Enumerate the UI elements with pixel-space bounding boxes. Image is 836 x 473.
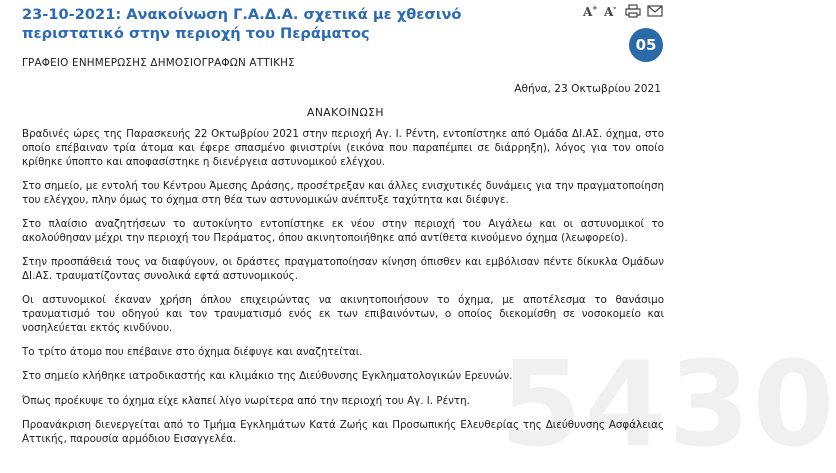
issuing-office: ΓΡΑΦΕΙΟ ΕΝΗΜΕΡΩΣΗΣ ΔΗΜΟΣΙΟΓΡΑΦΩΝ ΑΤΤΙΚΗΣ (22, 57, 295, 69)
paragraph: Στο σημείο, με εντολή του Κέντρου Άμεσης Δράσης, προσέτρεξαν και άλλες ενισχυτικές δυνάμεις για την πραγματοποίηση του ελέγχου, πλην όμως το όχημα στη θέα των αστυνομικών ανέπτυξε ταχύτητα και διέφυγε. (22, 179, 664, 206)
paragraph: Οι αστυνομικοί έκαναν χρήση όπλου επιχειρώντας να ακινητοποιήσουν το όχημα, με αποτέλεσμα το θανάσιμο τραυματισμό του οδηγού και τον τραυματισμό ενός εκ των επιβαινόντων, ο οποίος διεκομίσθη σε νοσοκομείο και νοσηλεύεται εκτός κινδύνου. (22, 294, 664, 334)
press-release-date: Αθήνα, 23 Οκτωβρίου 2021 (514, 83, 661, 95)
svg-text:-: - (613, 3, 617, 12)
background-watermark: 5430 (500, 335, 836, 473)
issue-number-badge: 05 (629, 28, 663, 62)
print-icon[interactable] (625, 4, 641, 18)
paragraph: Όπως προέκυψε το όχημα είχε κλαπεί λίγο νωρίτερα από την περιοχή του Αγ. Ι. Ρέντη. (22, 394, 470, 407)
announcement-body (22, 128, 664, 457)
paragraph: Το τρίτο άτομο που επέβαινε στο όχημα διέφυγε και αναζητείται. (22, 346, 363, 359)
email-icon[interactable] (647, 4, 663, 18)
font-increase-icon[interactable] (583, 4, 598, 18)
article-title: 23-10-2021: Ανακοίνωση Γ.Α.Δ.Α. σχετικά με χθεσινό περιστατικό στην περιοχή του Περάματος (22, 6, 462, 42)
paragraph: Στο σημείο κλήθηκε ιατροδικαστής και κλιμάκιο της Διεύθυνσης Εγκληματολογικών Ερευνών. (22, 370, 513, 383)
svg-text:A: A (604, 5, 614, 19)
article-toolbar (583, 4, 663, 18)
svg-text:+: + (592, 4, 598, 12)
announcement-heading: ΑΝΑΚΟΙΝΩΣΗ (307, 106, 384, 119)
paragraph: Στην προσπάθειά τους να διαφύγουν, οι δράστες πραγματοποίησαν κίνηση όπισθεν και εμβόλισαν πέντε δίκυκλα Ομάδων ΔΙ.ΑΣ. τραυματίζοντας συνολικά εφτά αστυνομικούς. (22, 256, 664, 282)
svg-text:A: A (583, 5, 593, 19)
paragraph: Βραδινές ώρες της Παρασκευής 22 Οκτωβρίου 2021 στην περιοχή Αγ. Ι. Ρέντη, εντοπίστηκε από Ομάδα ΔΙ.ΑΣ. όχημα, στο οποίο επέβαιναν τρία άτομα και έφερε σπασμένο φινιστρίνι (εικόνα που παραπέμπει σε διάρρηξη), λόγος για τον οποίο κρίθηκε ύποπτο και αποφασίστηκε η διενέργεια αστυνομικού ελέγχου. (22, 128, 664, 168)
paragraph: Προανάκριση διενεργείται από το Τμήμα Εγκλημάτων Κατά Ζωής και Προσωπικής Ελευθερίας της Διεύθυνσης Ασφάλειας Αττικής, παρουσία αρμόδιου Εισαγγελέα. (22, 418, 664, 445)
font-decrease-icon[interactable] (604, 4, 619, 18)
paragraph: Στο πλαίσιο αναζητήσεων το αυτοκίνητο εντοπίστηκε εκ νέου στην περιοχή του Αιγάλεω και οι αστυνομικοί το ακολούθησαν μέχρι την περιοχή του Περάματος, όπου ακινητοποιήθηκε από αντίθετα κινούμενο όχημα (λεωφορείο). (22, 217, 664, 244)
